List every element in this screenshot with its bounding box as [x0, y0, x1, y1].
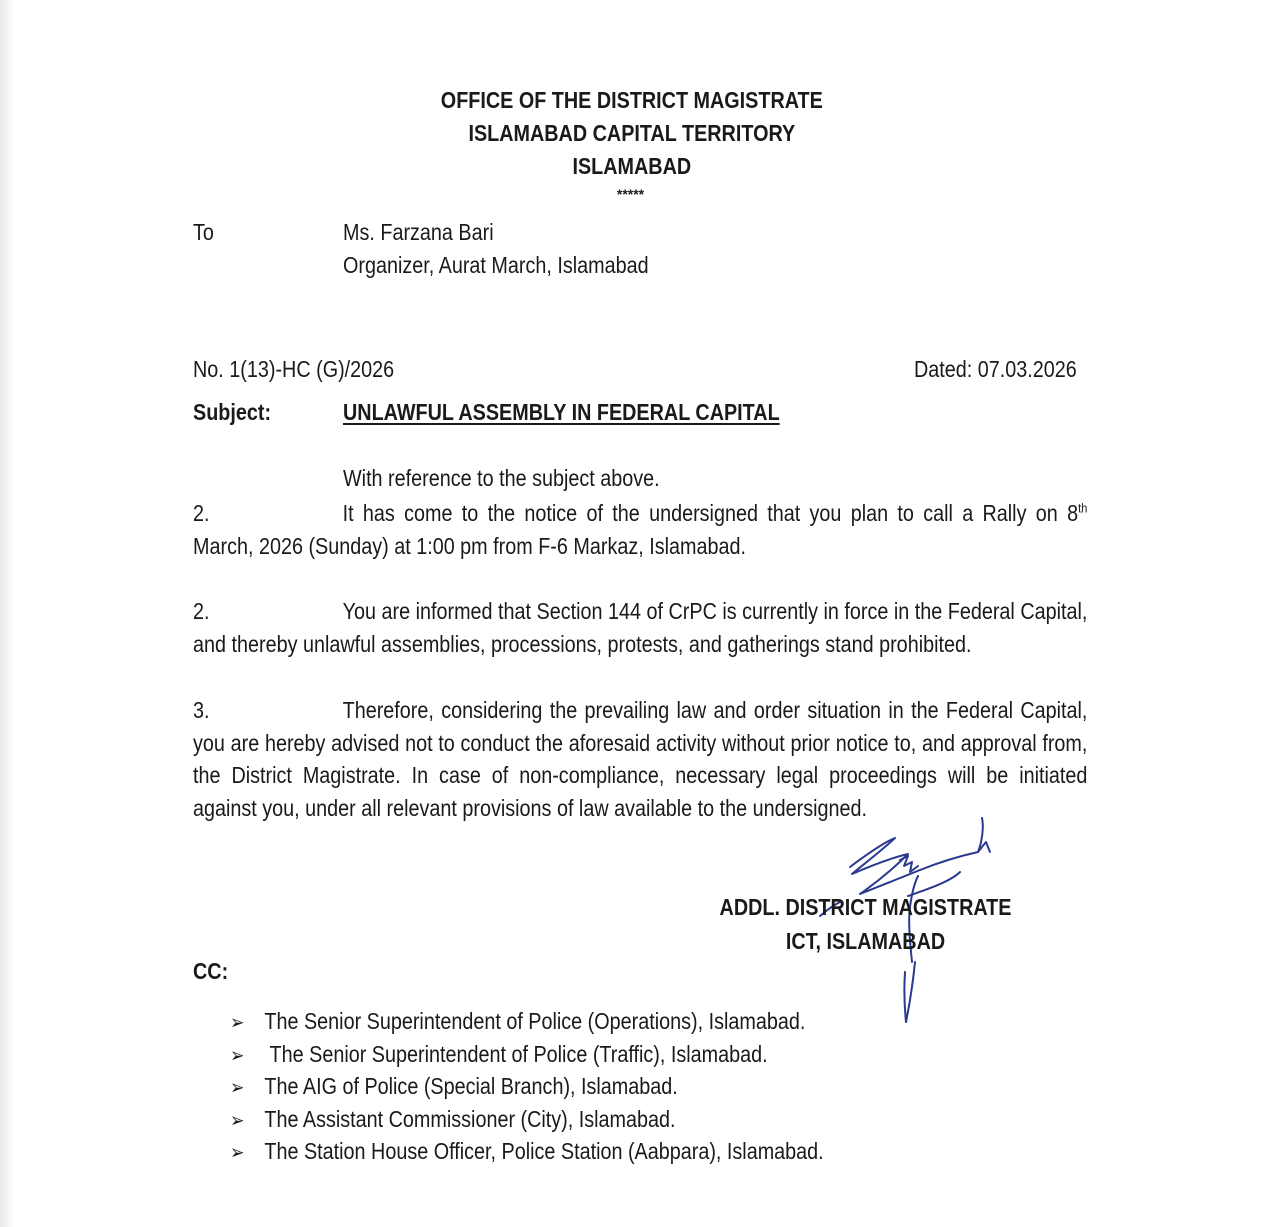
paragraph-1-superscript: th [1078, 500, 1088, 516]
signatory-title: ADDL. DISTRICT MAGISTRATE [719, 894, 1012, 920]
paragraph-1 [193, 497, 1087, 562]
header-separator-stars: ***** [616, 186, 645, 202]
paragraph-1-text-a: It has come to the notice of the undersigned that you plan to call a Rally on 8 [342, 500, 1079, 526]
arrow-bullet-icon: ➢ [230, 1012, 245, 1034]
cc-item [230, 1138, 824, 1171]
cc-item-text: The Station House Officer, Police Station (Aabpara), Islamabad. [264, 1138, 824, 1164]
cc-item [230, 1041, 824, 1074]
letter-date: Dated: 07.03.2026 [914, 356, 1077, 382]
intro-line: With reference to the subject above. [343, 465, 660, 491]
cc-item-text: The Assistant Commissioner (City), Islamabad. [264, 1105, 676, 1132]
arrow-bullet-icon: ➢ [230, 1077, 245, 1099]
to-label: To [193, 219, 214, 245]
signatory-office: ICT, ISLAMABAD [785, 928, 946, 954]
subject-text: UNLAWFUL ASSEMBLY IN FEDERAL CAPITAL [343, 399, 780, 425]
subject-label: Subject: [193, 399, 272, 425]
arrow-bullet-icon: ➢ [230, 1109, 245, 1132]
recipient-name: Ms. Farzana Bari [343, 219, 494, 245]
cc-item-text: The Senior Superintendent of Police (Operations), Islamabad. [264, 1008, 806, 1034]
arrow-bullet-icon: ➢ [230, 1044, 245, 1067]
cc-item [230, 1106, 824, 1139]
paragraph-2-text: You are informed that Section 144 of CrPC is currently in force in the Federal Capital, and thereby unlawful assemblies, processions, protests, and gatherings stand prohibited. [193, 598, 1088, 657]
paragraph-2 [193, 595, 1087, 660]
cc-item-text: The AIG of Police (Special Branch), Islamabad. [264, 1073, 678, 1099]
page-edge-shadow [0, 0, 14, 1227]
paragraph-3-text: Therefore, considering the prevailing law and order situation in the Federal Capital, you are hereby advised not to conduct the aforesaid activity without prior notice to, and approval from, the District Magistrate. In case of non-compliance, necessary legal proceedings will be initiated against you, under all relevant provisions of law available to the undersigned. [193, 697, 1088, 821]
paragraph-1-text-b: March, 2026 (Sunday) at 1:00 pm from F-6 Markaz, Islamabad. [193, 532, 746, 559]
recipient-designation: Organizer, Aurat March, Islamabad [343, 252, 649, 278]
cc-item [230, 1008, 824, 1041]
paragraph-1-number: 2. [193, 500, 210, 526]
city-title: ISLAMABAD [572, 153, 692, 179]
paragraph-2-number: 2. [193, 598, 210, 624]
territory-title: ISLAMABAD CAPITAL TERRITORY [468, 120, 796, 146]
cc-label: CC: [193, 958, 229, 984]
arrow-bullet-icon: ➢ [230, 1142, 245, 1164]
signatory-block [715, 890, 1016, 958]
office-title: OFFICE OF THE DISTRICT MAGISTRATE [440, 87, 823, 113]
cc-item [230, 1073, 824, 1106]
cc-list [230, 1008, 920, 1171]
reference-number: No. 1(13)-HC (G)/2026 [193, 356, 395, 382]
paragraph-3-number: 3. [193, 697, 210, 723]
cc-item-text: The Senior Superintendent of Police (Traffic), Islamabad. [269, 1040, 768, 1067]
paragraph-3 [193, 694, 1087, 824]
